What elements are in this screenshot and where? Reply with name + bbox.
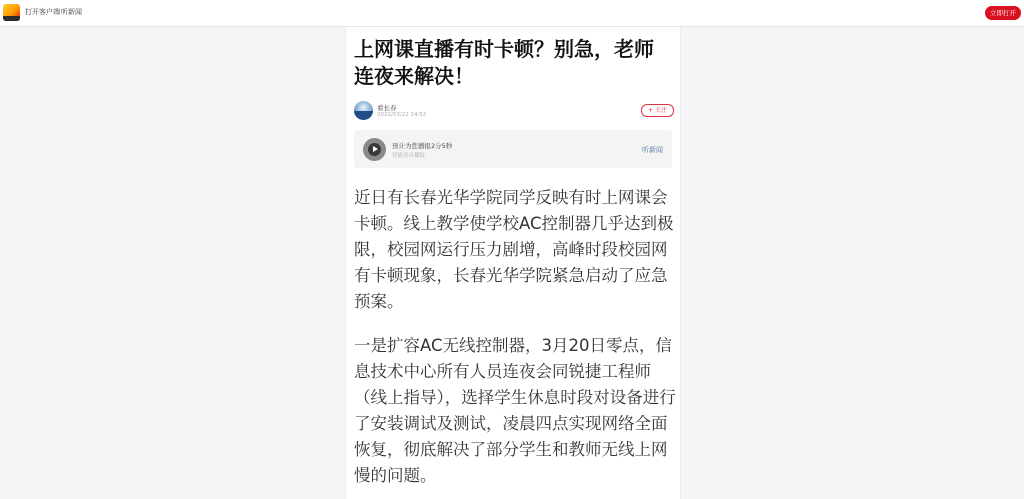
audio-duration-text: 预计为您播报2分5秒 xyxy=(392,142,453,150)
publish-time: 2022/03/22 14:52 xyxy=(377,112,427,118)
listen-news-link[interactable]: 听新闻 xyxy=(61,8,82,16)
follow-button[interactable]: + 关注 xyxy=(641,104,674,117)
article-paragraph: 一是扩容AC无线控制器，3月20日零点，信息技术中心所有人员连夜会同锐捷工程师（线上指导），选择学生休息时段对设备进行了安装调试及测试，凌晨四点实现网络全面恢复，彻底解决了部分学生和教师无线上网慢的问题。 xyxy=(354,336,676,485)
top-bar xyxy=(0,0,1024,27)
open-now-button[interactable]: 立即打开 xyxy=(985,6,1021,20)
audio-subtitle: 智能语音播报 xyxy=(392,153,426,159)
article-title: 上网课直播有时卡顿？别急，老师连夜来解决！ xyxy=(354,37,654,88)
play-triangle xyxy=(373,146,378,152)
article-paragraph: 近日有长春光华学院同学反映有时上网课会卡顿。线上教学使学校AC控制器几乎达到极限，校园网运行压力剧增，高峰时段校园网有卡顿现象，长春光华学院紧急启动了应急预案。 xyxy=(354,188,674,311)
author-avatar[interactable] xyxy=(354,101,373,120)
app-logo-icon[interactable] xyxy=(3,4,20,21)
play-icon[interactable] xyxy=(363,138,386,161)
audio-player xyxy=(354,130,672,168)
article-card xyxy=(345,27,681,499)
avatar-image xyxy=(354,111,373,120)
open-client-link[interactable]: 打开客户端 xyxy=(25,8,60,16)
logo-bar xyxy=(3,16,20,21)
author-name[interactable]: 看长春 xyxy=(377,104,397,112)
listen-news-button[interactable]: 听新闻 xyxy=(642,146,663,154)
